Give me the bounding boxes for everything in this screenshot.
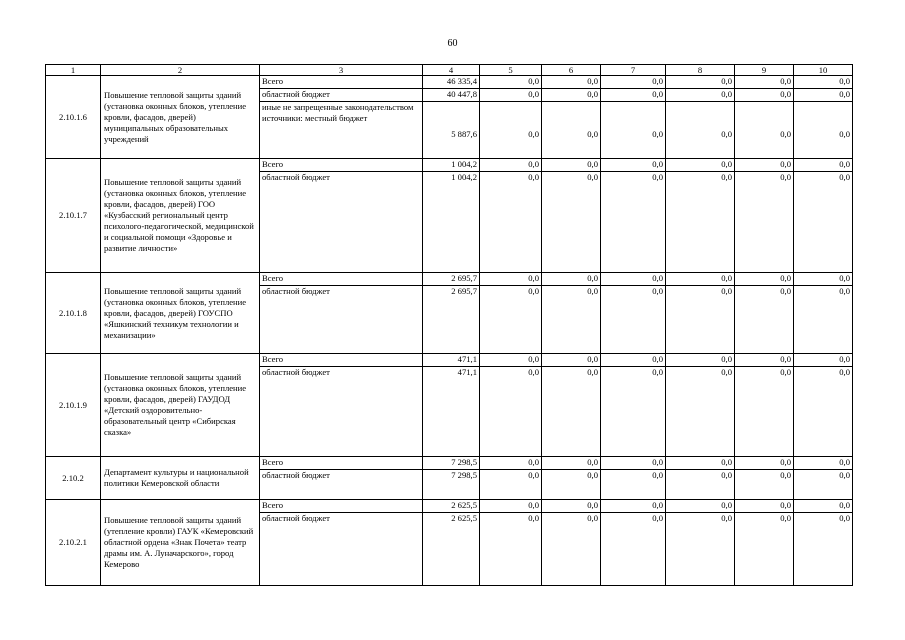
amount-cell: 0,0: [794, 457, 853, 470]
amount-cell: 0,0: [794, 159, 853, 172]
amount-cell: 0,0: [601, 354, 666, 367]
header-cell: 5: [480, 65, 542, 76]
amount-cell: 0,0: [601, 286, 666, 354]
header-cell: 10: [794, 65, 853, 76]
amount-cell: 0,0: [666, 500, 735, 513]
amount-cell: 0,0: [601, 367, 666, 457]
funding-source: областной бюджет: [260, 172, 423, 273]
item-name: Повышение тепловой защиты зданий (утепление кровли) ГАУК «Кемеровский областной ордена «Знак Почета» театр драмы им. А. Луначарского», город Кемерово: [101, 500, 260, 586]
amount-total: 7 298,5: [423, 470, 480, 500]
funding-source: областной бюджет: [260, 513, 423, 586]
amount-cell: 0,0: [666, 172, 735, 273]
amount-cell: 0,0: [666, 457, 735, 470]
amount-cell: 0,0: [542, 513, 601, 586]
funding-source: областной бюджет: [260, 89, 423, 102]
amount-cell: 0,0: [794, 286, 853, 354]
item-code: 2.10.2.1: [46, 500, 101, 586]
amount-cell: 0,0: [666, 367, 735, 457]
amount-cell: 0,0: [794, 367, 853, 457]
amount-cell: 0,0: [480, 159, 542, 172]
amount-cell: 0,0: [542, 367, 601, 457]
amount-cell: 0,0: [735, 102, 794, 159]
header-cell: 8: [666, 65, 735, 76]
amount-cell: 0,0: [735, 172, 794, 273]
header-cell: 3: [260, 65, 423, 76]
amount-cell: 0,0: [542, 286, 601, 354]
amount-cell: 0,0: [794, 273, 853, 286]
amount-cell: 0,0: [735, 89, 794, 102]
table-row: [46, 273, 853, 286]
item-code: 2.10.1.7: [46, 159, 101, 273]
amount-cell: 0,0: [542, 354, 601, 367]
funding-source: Всего: [260, 76, 423, 89]
amount-cell: 0,0: [735, 513, 794, 586]
header-cell: 6: [542, 65, 601, 76]
amount-total: 2 695,7: [423, 286, 480, 354]
amount-total: 1 004,2: [423, 159, 480, 172]
item-name: Повышение тепловой защиты зданий (установка оконных блоков, утепление кровли, фасадов, дверей) ГАУДОД «Детский оздоровительно-образовательный центр «Сибирская сказка»: [101, 354, 260, 457]
budget-table: [45, 64, 853, 586]
amount-cell: 0,0: [735, 367, 794, 457]
amount-cell: 0,0: [794, 76, 853, 89]
funding-source: Всего: [260, 273, 423, 286]
table-row: [46, 159, 853, 172]
amount-cell: 0,0: [542, 470, 601, 500]
amount-total: 40 447,8: [423, 89, 480, 102]
header-cell: 2: [101, 65, 260, 76]
amount-cell: 0,0: [735, 354, 794, 367]
item-code: 2.10.2: [46, 457, 101, 500]
amount-cell: 0,0: [666, 76, 735, 89]
amount-cell: 0,0: [794, 500, 853, 513]
amount-cell: 0,0: [666, 470, 735, 500]
amount-cell: 0,0: [735, 76, 794, 89]
amount-cell: 0,0: [542, 172, 601, 273]
table-row: [46, 500, 853, 513]
item-name: Повышение тепловой защиты зданий (установка оконных блоков, утепление кровли, фасадов, дверей) муниципальных образовательных учреждений: [101, 76, 260, 159]
header-cell: 1: [46, 65, 101, 76]
funding-source: областной бюджет: [260, 286, 423, 354]
amount-cell: 0,0: [601, 457, 666, 470]
amount-cell: 0,0: [666, 354, 735, 367]
amount-cell: 0,0: [542, 273, 601, 286]
amount-total: 2 625,5: [423, 513, 480, 586]
funding-source: Всего: [260, 457, 423, 470]
amount-cell: 0,0: [735, 286, 794, 354]
item-name: Повышение тепловой защиты зданий (установка оконных блоков, утепление кровли, фасадов, дверей) ГОО «Кузбасский региональный центр психолого-педагогической, медицинской и социальной помощи «Здоровье и развитие личности»: [101, 159, 260, 273]
amount-cell: 0,0: [542, 76, 601, 89]
amount-cell: 0,0: [480, 273, 542, 286]
amount-cell: 0,0: [666, 286, 735, 354]
amount-cell: 0,0: [480, 470, 542, 500]
amount-cell: 0,0: [666, 159, 735, 172]
funding-source: иные не запрещенные законодательством источники: местный бюджет: [260, 102, 423, 159]
amount-cell: 0,0: [480, 500, 542, 513]
amount-cell: 0,0: [794, 354, 853, 367]
amount-cell: 0,0: [794, 89, 853, 102]
amount-cell: 0,0: [601, 273, 666, 286]
amount-total: 2 695,7: [423, 273, 480, 286]
funding-source: областной бюджет: [260, 367, 423, 457]
page-number: 60: [447, 38, 458, 49]
amount-cell: 0,0: [735, 159, 794, 172]
amount-cell: 0,0: [542, 500, 601, 513]
amount-cell: 0,0: [542, 102, 601, 159]
amount-cell: 0,0: [794, 470, 853, 500]
amount-cell: 0,0: [735, 457, 794, 470]
item-code: 2.10.1.6: [46, 76, 101, 159]
amount-cell: 0,0: [480, 89, 542, 102]
item-name: Департамент культуры и национальной политики Кемеровской области: [101, 457, 260, 500]
amount-total: 46 335,4: [423, 76, 480, 89]
amount-cell: 0,0: [480, 457, 542, 470]
funding-source: областной бюджет: [260, 470, 423, 500]
amount-cell: 0,0: [480, 367, 542, 457]
amount-cell: 0,0: [480, 286, 542, 354]
funding-source: Всего: [260, 500, 423, 513]
header-cell: 9: [735, 65, 794, 76]
amount-total: 2 625,5: [423, 500, 480, 513]
amount-cell: 0,0: [480, 513, 542, 586]
item-code: 2.10.1.8: [46, 273, 101, 354]
amount-total: 7 298,5: [423, 457, 480, 470]
amount-cell: 0,0: [735, 500, 794, 513]
table-row: [46, 354, 853, 367]
amount-cell: 0,0: [666, 273, 735, 286]
amount-cell: 0,0: [735, 470, 794, 500]
amount-total: 471,1: [423, 367, 480, 457]
amount-cell: 0,0: [794, 172, 853, 273]
amount-total: 5 887,6: [423, 102, 480, 159]
amount-total: 1 004,2: [423, 172, 480, 273]
amount-cell: 0,0: [542, 457, 601, 470]
amount-cell: 0,0: [601, 76, 666, 89]
amount-cell: 0,0: [601, 89, 666, 102]
header-row: [46, 65, 853, 76]
amount-cell: 0,0: [666, 513, 735, 586]
amount-cell: 0,0: [735, 273, 794, 286]
amount-cell: 0,0: [601, 513, 666, 586]
amount-cell: 0,0: [666, 89, 735, 102]
amount-total: 471,1: [423, 354, 480, 367]
amount-cell: 0,0: [601, 172, 666, 273]
amount-cell: 0,0: [794, 102, 853, 159]
table-row: [46, 76, 853, 89]
amount-cell: 0,0: [666, 102, 735, 159]
amount-cell: 0,0: [480, 76, 542, 89]
amount-cell: 0,0: [480, 102, 542, 159]
amount-cell: 0,0: [480, 172, 542, 273]
table-row: [46, 457, 853, 470]
amount-cell: 0,0: [480, 354, 542, 367]
item-code: 2.10.1.9: [46, 354, 101, 457]
header-cell: 7: [601, 65, 666, 76]
amount-cell: 0,0: [794, 513, 853, 586]
header-cell: 4: [423, 65, 480, 76]
funding-source: Всего: [260, 354, 423, 367]
funding-source: Всего: [260, 159, 423, 172]
amount-cell: 0,0: [601, 102, 666, 159]
item-name: Повышение тепловой защиты зданий (установка оконных блоков, утепление кровли, фасадов, дверей) ГОУСПО «Яшкинский техникум технологии и механизации»: [101, 273, 260, 354]
amount-cell: 0,0: [601, 159, 666, 172]
amount-cell: 0,0: [542, 159, 601, 172]
amount-cell: 0,0: [601, 500, 666, 513]
amount-cell: 0,0: [601, 470, 666, 500]
amount-cell: 0,0: [542, 89, 601, 102]
